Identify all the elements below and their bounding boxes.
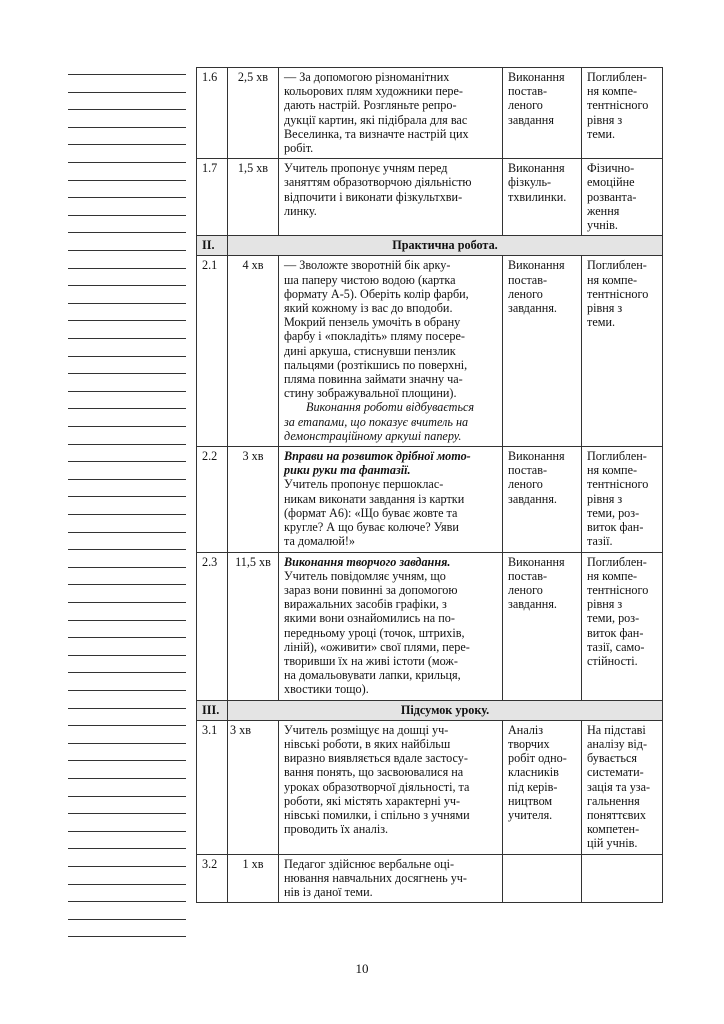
- step-content: [279, 68, 503, 159]
- note-line: [68, 197, 186, 198]
- note-line: [68, 655, 186, 656]
- content-paragraph: Вправи на розвиток дрібної мото- рики руки та фантазії.: [284, 449, 471, 478]
- expected-result: На підставі аналізу від- бувається системати- зація та уза- гальнення поняттєвих компетен- цій учнів.: [582, 720, 663, 854]
- note-line: [68, 796, 186, 797]
- activity-form: Виконання постав- леного завдання.: [503, 552, 582, 700]
- note-line: [68, 356, 186, 357]
- step-duration: 1 хв: [228, 854, 279, 903]
- activity-form: Виконання постав- леного завдання.: [503, 256, 582, 447]
- expected-result: Поглиблен- ня компе- тентнісного рівня з теми, роз- виток фан- тазії.: [582, 447, 663, 552]
- note-line: [68, 672, 186, 673]
- section-row: [197, 236, 663, 256]
- note-line: [68, 725, 186, 726]
- activity-form: Аналіз творчих робіт одно- класників під керів- ництвом учителя.: [503, 720, 582, 854]
- note-line: [68, 848, 186, 849]
- note-line: [68, 109, 186, 110]
- note-line: [68, 514, 186, 515]
- note-line: [68, 74, 186, 75]
- note-line: [68, 144, 186, 145]
- content-paragraph: Учитель розміщує на дошці уч- нівські роботи, в яких найбільш виразно виявляється вдале застосу- вання понять, що засвоювалися на уроках образотворчої діяльності, та роботи, які містять характерні уч- нівські помилки, і спільно з учнями проводить їх аналіз.: [284, 722, 470, 837]
- note-line: [68, 813, 186, 814]
- expected-result: Поглиблен- ня компе- тентнісного рівня з теми, роз- виток фан- тазії, само- стійності.: [582, 552, 663, 700]
- note-line: [68, 901, 186, 902]
- expected-result: Поглиблен- ня компе- тентнісного рівня з теми.: [582, 68, 663, 159]
- content-paragraph: Учитель повідомляє учням, що зараз вони повинні за допомогою виражальних засобів графіки, з якими вони ознайомились на по- передньому уроці (точок, штрихів, ліній), «оживити» свої плями, пере- творивши їх на живі істоти (мож- на домальовувати лапки, крильця, хвостики тощо).: [284, 568, 470, 697]
- lesson-plan-table: [196, 67, 663, 903]
- note-line: [68, 866, 186, 867]
- step-duration: 2,5 хв: [228, 68, 279, 159]
- table-row: [197, 854, 663, 903]
- table-row: [197, 68, 663, 159]
- step-duration: 3 хв: [228, 447, 279, 552]
- content-paragraph: — Зволожте зворотній бік арку- ша паперу чистою водою (картка формату А-5). Оберіть колір фарби, який кожному із вас до вподоби. Мокрий пензель умочіть в обрану фарбу і «покладіть» пляму посере- дині аркуша, стиснувши пензлик пальцями (розтікшись по поверхні, пляма повинна займати значну ча- стину зображувальної площини).: [284, 258, 469, 401]
- note-line: [68, 479, 186, 480]
- section-title: Практична робота.: [228, 236, 663, 256]
- note-line: [68, 496, 186, 497]
- note-line: [68, 637, 186, 638]
- note-line: [68, 620, 186, 621]
- section-title: Підсумок уроку.: [228, 700, 663, 720]
- note-line: [68, 760, 186, 761]
- note-line: [68, 92, 186, 93]
- note-line: [68, 549, 186, 550]
- content-paragraph: Учитель пропонує першоклас- никам виконати завдання із картки (формат А6): «Що буває жовте та кругле? А що буває колюче? Уяви та домалюй!»: [284, 477, 465, 549]
- section-row: [197, 700, 663, 720]
- note-line: [68, 602, 186, 603]
- note-line: [68, 391, 186, 392]
- step-duration: 4 хв: [228, 256, 279, 447]
- step-number: 2.3: [197, 552, 228, 700]
- note-line: [68, 884, 186, 885]
- note-line: [68, 567, 186, 568]
- note-line: [68, 936, 186, 937]
- activity-form: Виконання постав- леного завдання: [503, 68, 582, 159]
- section-number: ІІІ.: [197, 700, 228, 720]
- step-duration: 11,5 хв: [228, 552, 279, 700]
- table-row: [197, 552, 663, 700]
- note-line: [68, 690, 186, 691]
- expected-result: [582, 854, 663, 903]
- table-row: [197, 159, 663, 236]
- step-number: 2.1: [197, 256, 228, 447]
- step-content: [279, 159, 503, 236]
- note-line: [68, 444, 186, 445]
- section-number: ІІ.: [197, 236, 228, 256]
- note-line: [68, 303, 186, 304]
- note-line: [68, 127, 186, 128]
- step-content: [279, 552, 503, 700]
- note-line: [68, 426, 186, 427]
- table-row: [197, 256, 663, 447]
- step-duration: 3 хв: [228, 720, 279, 854]
- step-number: 2.2: [197, 447, 228, 552]
- note-line: [68, 250, 186, 251]
- step-number: 1.6: [197, 68, 228, 159]
- note-line: [68, 708, 186, 709]
- note-line: [68, 408, 186, 409]
- note-line: [68, 919, 186, 920]
- note-line: [68, 831, 186, 832]
- note-line: [68, 532, 186, 533]
- content-paragraph: Учитель пропонує учням перед заняттям образотворчою діяльністю відпочити і виконати фізкультхви- линку.: [284, 161, 472, 218]
- note-line: [68, 215, 186, 216]
- notes-margin-lines: [68, 65, 186, 945]
- step-content: [279, 447, 503, 552]
- page-number: 10: [355, 961, 369, 976]
- expected-result: Фізично- емоційне розванта- ження учнів.: [582, 159, 663, 236]
- note-line: [68, 743, 186, 744]
- table-row: [197, 720, 663, 854]
- step-content: [279, 256, 503, 447]
- note-line: [68, 232, 186, 233]
- content-paragraph: Виконання творчого завдання.: [284, 554, 451, 569]
- activity-form: Виконання фізкуль- тхвилинки.: [503, 159, 582, 236]
- note-line: [68, 338, 186, 339]
- note-line: [68, 778, 186, 779]
- note-line: [68, 180, 186, 181]
- step-content: [279, 854, 503, 903]
- note-line: [68, 373, 186, 374]
- content-paragraph: Виконання роботи відбувається за етапами, що показує вчитель на демонстраційному аркуші паперу.: [284, 400, 475, 443]
- content-paragraph: Педагог здійснює вербальне оці- нювання навчальних досягнень уч- нів із даної теми.: [284, 856, 467, 899]
- step-number: 3.1: [197, 720, 228, 854]
- note-line: [68, 584, 186, 585]
- step-number: 3.2: [197, 854, 228, 903]
- note-line: [68, 285, 186, 286]
- activity-form: [503, 854, 582, 903]
- note-line: [68, 320, 186, 321]
- note-line: [68, 268, 186, 269]
- note-line: [68, 461, 186, 462]
- step-number: 1.7: [197, 159, 228, 236]
- expected-result: Поглиблен- ня компе- тентнісного рівня з теми.: [582, 256, 663, 447]
- step-duration: 1,5 хв: [228, 159, 279, 236]
- step-content: [279, 720, 503, 854]
- activity-form: Виконання постав- леного завдання.: [503, 447, 582, 552]
- content-paragraph: — За допомогою різноманітних кольорових плям художники пере- дають настрій. Розгляньте репро- дукції картин, які підібрала для вас Веселинка, та визначте настрій цих робіт.: [284, 70, 469, 156]
- note-line: [68, 162, 186, 163]
- table-row: [197, 447, 663, 552]
